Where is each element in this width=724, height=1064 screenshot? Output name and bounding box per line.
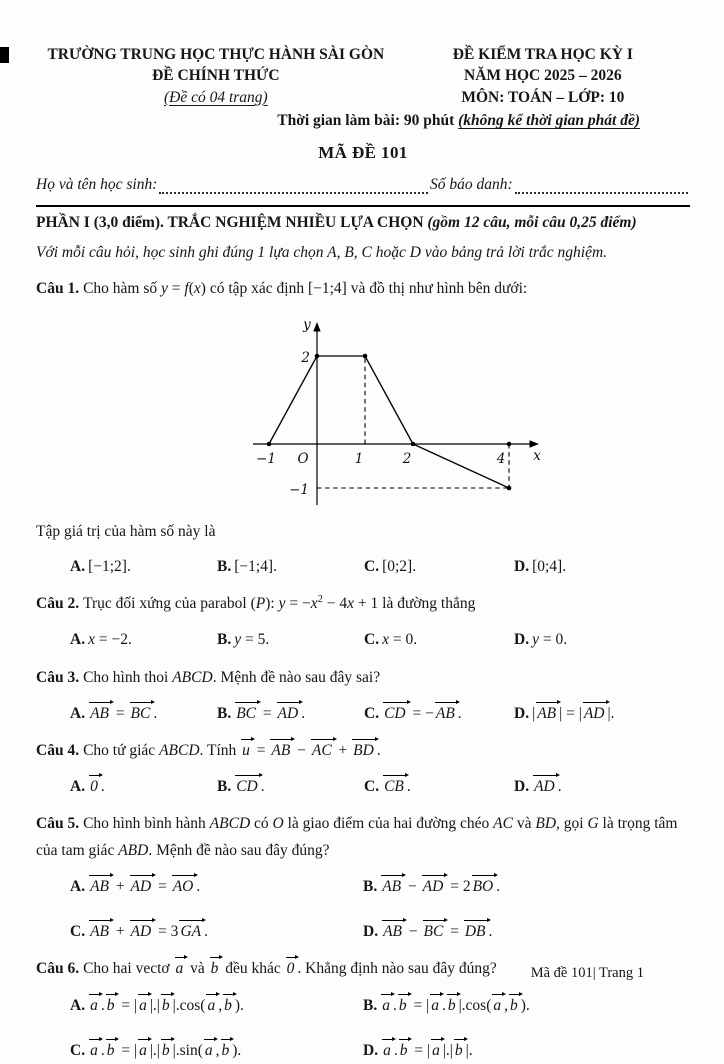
question-3-body: Cho hình thoi ABCD. Mệnh đề nào sau đây sai? — [83, 668, 381, 686]
question-6-label: Câu 6. — [36, 960, 80, 978]
school-name: TRƯỜNG TRUNG HỌC THỰC HÀNH SÀI GÒN — [47, 46, 385, 63]
option-a-value: AB + AD = AO . — [88, 878, 200, 895]
question-5-option-d — [363, 918, 690, 945]
xtick-minus1: −1 — [256, 450, 276, 467]
part1-instruction: Với mỗi câu hỏi, học sinh ghi đúng 1 lựa chọn A, B, C hoặc D vào bảng trả lời trắc nghiệm. — [36, 244, 608, 262]
option-d-label: D. — [514, 631, 530, 649]
question-2-option-d — [514, 626, 690, 653]
scan-artifact — [0, 47, 9, 63]
option-a-value: [−1;2]. — [88, 557, 131, 575]
duration-label: Thời gian làm bài: 90 phút — [277, 112, 459, 130]
question-5-option-c — [70, 918, 363, 945]
option-d-value: y = 0. — [532, 631, 568, 649]
question-2-text — [36, 591, 690, 617]
student-id-label: Số báo danh: — [430, 176, 513, 194]
question-5-label: Câu 5. — [36, 815, 80, 833]
question-3-label: Câu 3. — [36, 668, 80, 686]
option-b-value: BC = AD . — [234, 705, 305, 722]
question-4-option-b — [217, 773, 364, 800]
question-4-option-d — [514, 773, 690, 800]
question-1-followup: Tập giá trị của hàm số này là — [36, 523, 216, 541]
header-right — [396, 44, 690, 108]
student-name-label: Họ và tên học sinh: — [36, 176, 158, 194]
question-3 — [36, 665, 690, 727]
question-4-text — [36, 738, 690, 764]
option-d-label: D. — [363, 1041, 379, 1059]
graph-point — [507, 442, 512, 447]
school-year: NĂM HỌC 2025 – 2026 — [464, 67, 622, 85]
option-c-label: C. — [364, 704, 380, 722]
graph-point — [363, 354, 368, 359]
option-b-value: AB − AD = 2 BO . — [380, 878, 500, 895]
question-1-option-b — [217, 553, 364, 580]
option-c-value: CD = − AB . — [382, 705, 462, 722]
question-3-option-d — [514, 700, 690, 727]
option-d-value: AD . — [532, 778, 562, 795]
xtick-2: 2 — [402, 450, 412, 467]
question-4-options — [36, 773, 690, 800]
question-3-option-c — [364, 700, 514, 727]
origin-label: O — [297, 450, 309, 467]
xtick-4: 4 — [496, 450, 506, 467]
question-1-options — [36, 553, 690, 580]
option-d-label: D. — [363, 923, 379, 941]
question-5-text — [36, 811, 690, 864]
option-d-label: D. — [514, 557, 530, 575]
option-a-value: AB = BC . — [88, 705, 157, 722]
graph-point — [507, 486, 512, 491]
option-d-value: a . b = | a |.| b |. — [381, 1042, 473, 1059]
option-b-value: a . b = | a . b |.cos( a , b ). — [380, 997, 530, 1014]
graph-point — [315, 354, 320, 359]
option-b-label: B. — [217, 631, 232, 649]
separator-line — [36, 205, 690, 207]
question-5-body: Cho hình bình hành ABCD có O là giao điểm của hai đường chéo AC và BD, gọi G là trọng tâm của tam giác ABD. Mệnh đề nào sau đây đúng? — [36, 815, 678, 859]
exam-title: ĐỀ KIỂM TRA HỌC KỲ I — [452, 46, 633, 63]
question-1-option-c — [364, 553, 514, 580]
y-axis-label: y — [303, 316, 311, 333]
y-axis-arrow — [313, 322, 320, 332]
option-c-label: C. — [364, 631, 380, 649]
student-name-blank — [159, 192, 428, 194]
question-3-text — [36, 665, 690, 691]
question-4-option-c — [364, 773, 514, 800]
option-d-label: D. — [514, 778, 530, 796]
header-left — [36, 44, 396, 108]
option-b-label: B. — [363, 878, 378, 896]
option-b-value: [−1;4]. — [234, 557, 277, 575]
x-axis-arrow — [530, 440, 540, 447]
option-b-label: B. — [363, 996, 378, 1014]
question-5 — [36, 811, 690, 945]
option-d-value: AB − BC = DB . — [381, 923, 492, 940]
option-c-label: C. — [70, 923, 86, 941]
option-a-label: A. — [70, 778, 86, 796]
option-b-label: B. — [217, 557, 232, 575]
option-a-value: a . b = | a |.| b |.cos( a , b ). — [88, 997, 244, 1014]
question-2-option-b — [217, 626, 364, 653]
option-b-value: y = 5. — [234, 631, 270, 649]
ytick-minus1: −1 — [289, 481, 309, 498]
option-a-label: A. — [70, 631, 86, 649]
question-1-option-d — [514, 553, 690, 580]
question-4-body: Cho tứ giác ABCD. Tính u = AB − AC + BD . — [83, 742, 381, 759]
question-5-option-a — [70, 873, 363, 900]
question-6-body: Cho hai vectơ a và b đều khác 0 . Khẳng định nào sau đây đúng? — [83, 960, 497, 977]
question-2-option-a — [70, 626, 217, 653]
question-3-option-b — [217, 700, 364, 727]
xtick-1: 1 — [354, 450, 364, 467]
exam-header — [36, 44, 690, 108]
question-4-label: Câu 4. — [36, 741, 80, 759]
subject-grade-line: MÔN: TOÁN – LỚP: 10 — [461, 88, 625, 106]
official-exam-label: ĐỀ CHÍNH THỨC — [152, 67, 280, 85]
option-c-value: AB + AD = 3 GA . — [88, 923, 208, 940]
duration-line — [36, 110, 690, 132]
question-2-option-c — [364, 626, 514, 653]
question-3-options — [36, 700, 690, 727]
function-graph-svg — [239, 316, 551, 510]
option-c-label: C. — [70, 1041, 86, 1059]
student-id-blank — [515, 192, 688, 194]
question-1-label: Câu 1. — [36, 279, 80, 297]
question-5-options — [36, 873, 690, 945]
option-c-value: a . b = | a |.| b |.sin( a , b ). — [88, 1042, 241, 1059]
question-5-option-b — [363, 873, 690, 900]
question-4-option-a — [70, 773, 217, 800]
question-3-option-a — [70, 700, 217, 727]
question-6-option-a — [70, 992, 363, 1019]
option-c-value: CB . — [382, 778, 411, 795]
option-c-value: x = 0. — [382, 631, 418, 649]
duration-note: (không kể thời gian phát đề) — [458, 112, 640, 130]
option-a-label: A. — [70, 878, 86, 896]
exam-code: MÃ ĐỀ 101 — [318, 142, 408, 162]
option-c-value: [0;2]. — [382, 557, 417, 575]
pages-note: (Đề có 04 trang) — [163, 88, 268, 106]
option-c-label: C. — [364, 557, 380, 575]
part1-heading-note: (gồm 12 câu, mỗi câu 0,25 điểm) — [427, 213, 637, 231]
question-4 — [36, 738, 690, 800]
question-2-body: Trục đối xứng của parabol (P): $y = -x^2 - 4x + 1$ là đường thẳng — [83, 593, 476, 613]
option-d-label: D. — [514, 704, 530, 722]
question-2 — [36, 591, 690, 653]
part1-heading-main: PHẦN I (3,0 điểm). TRẮC NGHIỆM NHIỀU LỰA CHỌN — [36, 213, 428, 231]
option-a-value: x = −2. — [88, 631, 132, 649]
question-6-option-d — [363, 1037, 690, 1064]
option-d-value: | AB | = | AD |. — [532, 705, 614, 722]
option-a-value: 0 . — [88, 778, 105, 795]
ytick-2: 2 — [301, 349, 310, 366]
question-1-body: Cho hàm số y = f(x) có tập xác định [−1;4] và đồ thị như hình bên dưới: — [83, 279, 528, 297]
question-6-options — [36, 992, 690, 1064]
question-6-option-b — [363, 992, 690, 1019]
question-1-text — [36, 276, 690, 302]
option-a-label: A. — [70, 557, 86, 575]
option-d-value: [0;4]. — [532, 557, 567, 575]
graph-point — [411, 442, 416, 447]
option-b-label: B. — [217, 778, 232, 796]
student-info-line — [36, 174, 690, 196]
question-2-options — [36, 626, 690, 653]
x-axis-label: x — [533, 447, 541, 464]
function-graph — [239, 316, 690, 517]
page-footer: Mã đề 101| Trang 1 — [530, 964, 644, 981]
option-a-label: A. — [70, 704, 86, 722]
option-c-label: C. — [364, 778, 380, 796]
question-1-option-a — [70, 553, 217, 580]
option-b-value: CD . — [234, 778, 264, 795]
graph-point — [267, 442, 272, 447]
question-6-option-c — [70, 1037, 363, 1064]
option-a-label: A. — [70, 996, 86, 1014]
question-1 — [36, 276, 690, 580]
part1-heading — [36, 212, 690, 234]
option-b-label: B. — [217, 704, 232, 722]
question-2-label: Câu 2. — [36, 595, 80, 613]
graph-curve — [269, 356, 509, 488]
